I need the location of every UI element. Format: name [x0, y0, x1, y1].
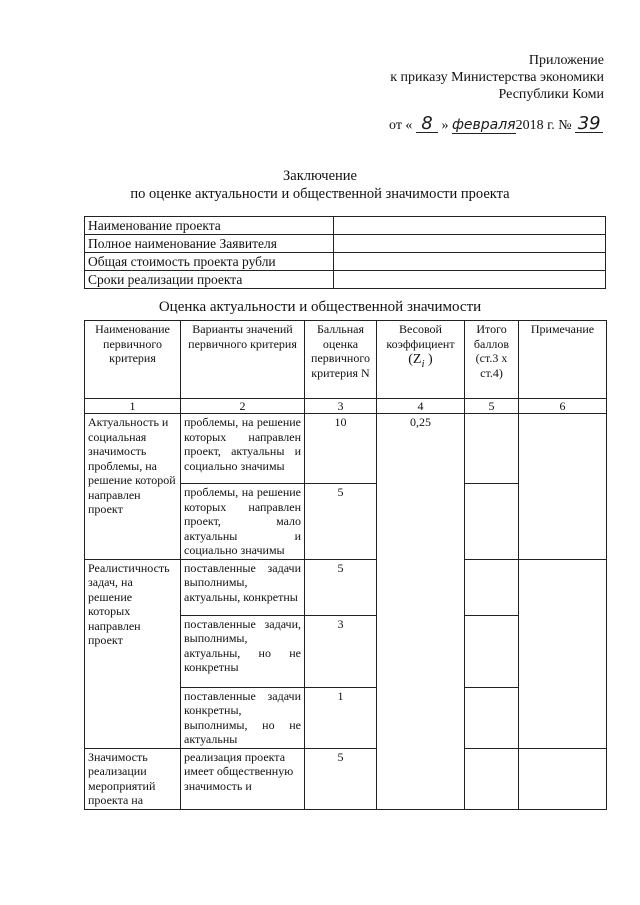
total-cell [465, 748, 519, 809]
total-cell [465, 615, 519, 687]
info-row [85, 271, 606, 289]
info-value [334, 217, 606, 235]
col-number: 3 [305, 399, 377, 414]
appendix-label: Приложение [528, 53, 604, 68]
table-row [85, 414, 607, 484]
info-row [85, 253, 606, 271]
header-criterion: Наименование первичного критерия [85, 321, 181, 399]
weight-symbol: ($Z_i$ ) [408, 352, 433, 370]
info-value [334, 271, 606, 289]
info-row [85, 217, 606, 235]
date-day: 8 [416, 116, 438, 133]
variant-cell: поставленные задачи, выполнимы, актуальны, но не конкретны [181, 615, 305, 687]
table-row [85, 559, 607, 615]
col-number: 1 [85, 399, 181, 414]
project-info-table [84, 216, 606, 289]
score-cell: 5 [305, 559, 377, 615]
variant-cell: поставленные задачи выполнимы, актуальны, конкретны [181, 559, 305, 615]
header-weight [377, 321, 465, 399]
date-mid: » [441, 118, 449, 133]
total-cell [465, 559, 519, 615]
document-subtitle: по оценке актуальности и общественной значимости проекта [130, 186, 510, 202]
column-number-row [85, 399, 607, 414]
order-number: 39 [575, 116, 603, 133]
date-month: февраля [451, 117, 516, 133]
variant-cell: проблемы, на решение которых направлен проект, актуальны и социально значимы [181, 414, 305, 484]
score-cell: 5 [305, 748, 377, 809]
header-weight-label: Весовой коэффициент [386, 322, 455, 351]
criterion-cell: Актуальность и социальная значимость проблемы, на решение которой направлен проект [85, 414, 181, 560]
info-row [85, 235, 606, 253]
header-score: Балльная оценка первичного критерия N [305, 321, 377, 399]
table-row [85, 748, 607, 809]
info-label: Общая стоимость проекта рубли [85, 253, 334, 271]
total-cell [465, 484, 519, 560]
score-cell: 5 [305, 484, 377, 560]
criterion-cell: Значимость реализации мероприятий проекта на [85, 748, 181, 809]
variant-cell: поставленные задачи конкретны, выполнимы, но не актуальны [181, 687, 305, 748]
col-number: 2 [181, 399, 305, 414]
score-cell: 3 [305, 615, 377, 687]
order-date-line [389, 113, 603, 136]
score-cell: 1 [305, 687, 377, 748]
weight-cell: 0,25 [377, 414, 465, 810]
score-cell: 10 [305, 414, 377, 484]
header-total: Итого баллов (ст.3 х ст.4) [465, 321, 519, 399]
note-cell [519, 414, 607, 560]
info-label: Полное наименование Заявителя [85, 235, 334, 253]
info-value [334, 235, 606, 253]
note-cell [519, 748, 607, 809]
note-cell [519, 559, 607, 748]
variant-cell: реализация проекта имеет общественную значимость и [181, 748, 305, 809]
col-number: 5 [465, 399, 519, 414]
assessment-table [84, 320, 607, 810]
info-label: Наименование проекта [85, 217, 334, 235]
info-value [334, 253, 606, 271]
header-variants: Варианты значений первичного критерия [181, 321, 305, 399]
ministry-region: Республики Коми [498, 87, 604, 102]
criterion-cell: Реалистичность задач, на решение которых направлен проект [85, 559, 181, 748]
date-prefix: от « [389, 118, 413, 133]
total-cell [465, 414, 519, 484]
assessment-heading: Оценка актуальности и общественной значимости [158, 299, 482, 315]
total-cell [465, 687, 519, 748]
info-label: Сроки реализации проекта [85, 271, 334, 289]
date-year: 2018 г. № [515, 118, 572, 133]
document-title: Заключение [283, 168, 357, 184]
order-reference: к приказу Министерства экономики [390, 70, 604, 85]
col-number: 4 [377, 399, 465, 414]
variant-cell: проблемы, на решение которых направлен проект, мало актуальны и социально значимы [181, 484, 305, 560]
table-header-row [85, 321, 607, 399]
header-note: Примечание [519, 321, 607, 399]
col-number: 6 [519, 399, 607, 414]
